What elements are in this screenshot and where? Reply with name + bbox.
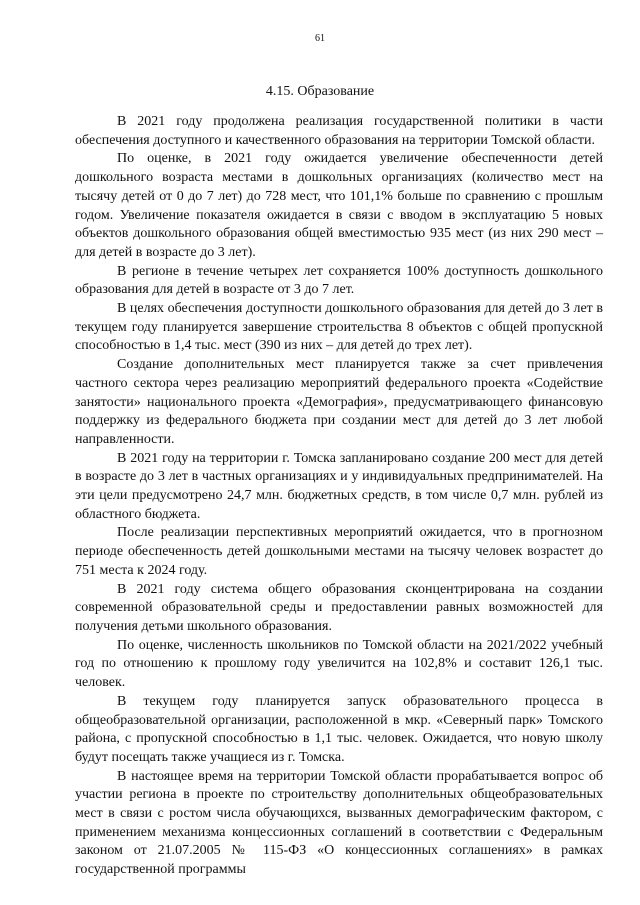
section-title: 4.15. Образование: [265, 84, 375, 99]
paragraph-3: В регионе в течение четырех лет сохраняется 100% доступность дошкольного образования для детей в возрасте от 3 до 7 лет.: [75, 263, 603, 298]
paragraph-10: В текущем году планируется запуск образовательного процесса в общеобразовательной организации, расположенной в мкр. «Северный парк» Томского района, с пропускной способностью в 1,1 тыс. человек. Ожидается, что новую школу будут посещать также учащиеся из г. Томска.: [75, 693, 603, 765]
paragraph-5: Создание дополнительных мест планируется также за счет привлечения частного сектора через реализацию мероприятий федерального проекта «Содействие занятости» национального проекта «Демография», предусматривающего финансовую поддержку из федерального бюджета при создании мест для детей до 3 лет любой направленности.: [75, 357, 603, 447]
paragraph-6: В 2021 году на территории г. Томска запланировано создание 200 мест для детей в возрасте до 3 лет в частных организациях и у индивидуальных предпринимателей. На эти цели предусмотрено 24,7 млн. бюджетных средств, в том числе 0,7 млн. рублей из областного бюджета.: [75, 450, 603, 522]
paragraph-9: По оценке, численность школьников по Томской области на 2021/2022 учебный год по отношению к прошлому году увеличится на 102,8% и составит 126,1 тыс. человек.: [75, 637, 603, 691]
page-number: 61: [315, 33, 325, 44]
document-body: [75, 113, 603, 880]
paragraph-11: В настоящее время на территории Томской области прорабатывается вопрос об участии региона в проекте по строительству дополнительных общеобразовательных мест в связи с ростом числа обучающихся, вызванных демографическим фактором, с применением механизма концессионных соглашений в соответствии с Федеральным законом от 21.07.2005 № 115-ФЗ «О концессионных соглашениях» в рамках государственной программы: [75, 768, 603, 878]
paragraph-8: В 2021 году система общего образования сконцентрирована на создании современной образовательной среды и предоставлении равных возможностей для получения детьми школьного образования.: [75, 581, 603, 634]
paragraph-4: В целях обеспечения доступности дошкольного образования для детей до 3 лет в текущем году планируется завершение строительства 8 объектов с общей пропускной способностью в 1,4 тыс. мест (390 из них – для детей до трех лет).: [75, 301, 603, 354]
paragraph-7: После реализации перспективных мероприятий ожидается, что в прогнозном периоде обеспеченность детей дошкольными местами на тысячу человек возрастет до 751 места к 2024 году.: [75, 525, 603, 578]
paragraph-1: В 2021 году продолжена реализация государственной политики в части обеспечения доступного и качественного образования на территории Томской области.: [75, 114, 603, 148]
paragraph-2: По оценке, в 2021 году ожидается увеличение обеспеченности детей дошкольного возраста местами в дошкольных организациях (количество мест на тысячу детей от 0 до 7 лет) до 728 мест, что 101,1% больше по сравнению с прошлым годом. Увеличение показателя ожидается в связи с вводом в эксплуатацию 5 новых объектов дошкольного образования общей вместимостью 935 мест (из них 290 мест – для детей в возрасте до 3 лет).: [75, 151, 603, 260]
